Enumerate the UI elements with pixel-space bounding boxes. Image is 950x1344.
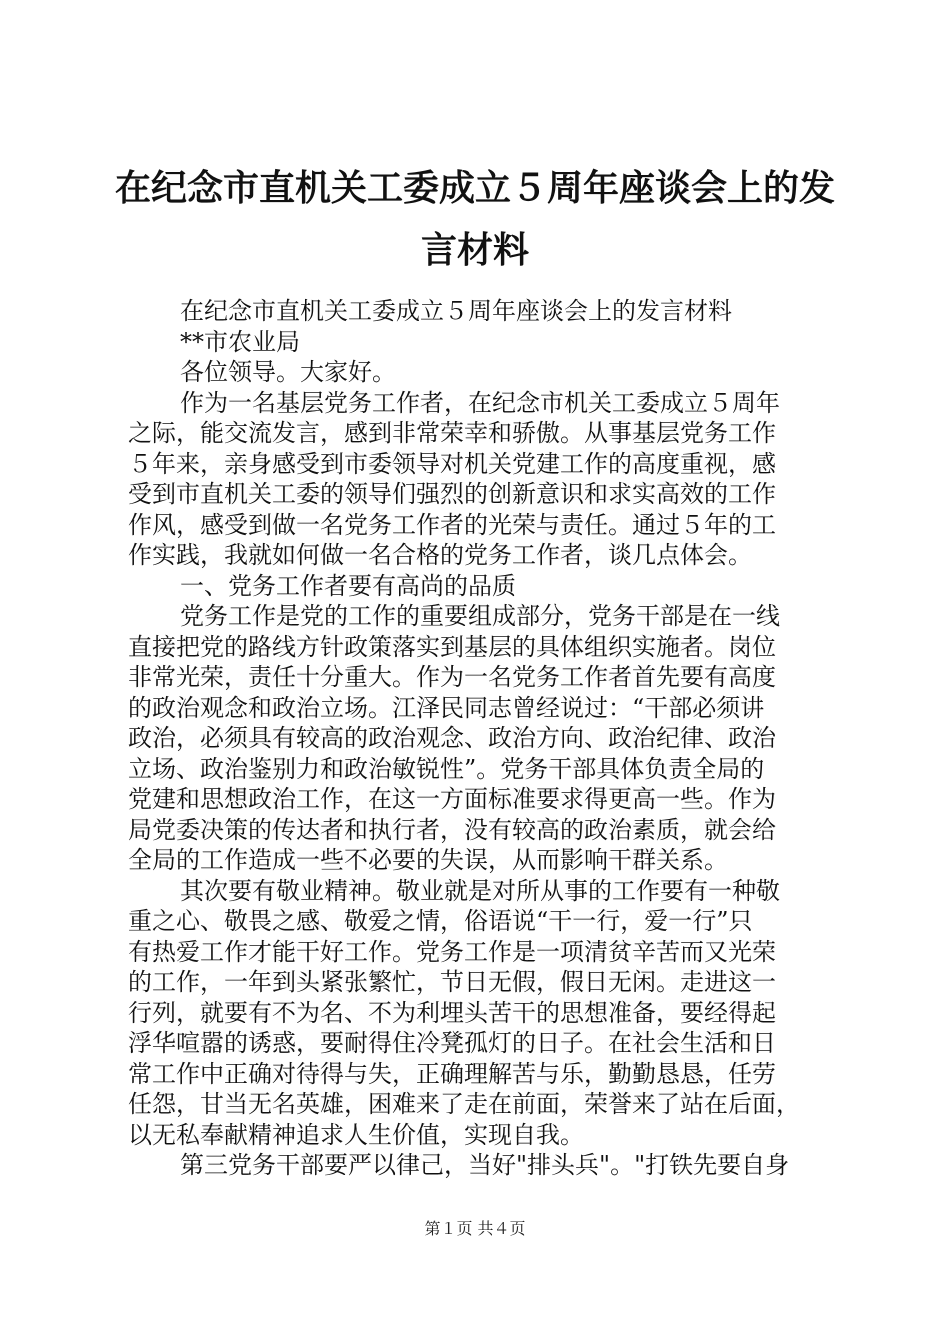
paragraph-line: 行列，就要有不为名、不为利埋头苦干的思想准备，要经得起 (128, 998, 776, 1027)
page-footer: 第１页 共４页 (424, 1219, 526, 1238)
paragraph-line: 以无私奉献精神追求人生价值，实现自我。 (128, 1120, 584, 1149)
document-body (128, 296, 848, 1181)
paragraph-line: 其次要有敬业精神。敬业就是对所从事的工作要有一种敬 (180, 876, 780, 905)
paragraph-line: 重之心、敬畏之感、敬爱之情，俗语说“干一行，爱一行”只 (128, 907, 753, 935)
document-title-line-1: 在纪念市直机关工委成立５周年座谈会上的发 (114, 168, 835, 209)
paragraph-line: 的工作，一年到头紧张繁忙，节日无假，假日无闲。走进这一 (128, 968, 776, 996)
paragraph-line: 党建和思想政治工作，在这一方面标准要求得更高一些。作为 (128, 785, 776, 813)
paragraph-line: 党务工作是党的工作的重要组成部分，党务干部是在一线 (180, 602, 780, 630)
paragraph-line: 之际，能交流发言，感到非常荣幸和骄傲。从事基层党务工作 (128, 419, 776, 447)
paragraph-line: ５年来，亲身感受到市委领导对机关党建工作的高度重视，感 (128, 449, 776, 478)
author-unit: **市农业局 (180, 327, 300, 356)
paragraph-line: 作风，感受到做一名党务工作者的光荣与责任。通过５年的工 (128, 510, 776, 539)
paragraph-line: 政治，必须具有较高的政治观念、政治方向、政治纪律、政治 (128, 724, 776, 752)
paragraph-line: 常工作中正确对待得与失，正确理解苦与乐，勤勤恳恳，任劳 (128, 1059, 776, 1088)
greeting: 各位领导。大家好。 (180, 358, 396, 386)
paragraph-line: 非常光荣，责任十分重大。作为一名党务工作者首先要有高度 (128, 663, 776, 691)
paragraph-line: 立场、政治鉴别力和政治敏锐性”。党务干部具体负责全局的 (128, 754, 765, 783)
paragraph-line: 任怨，甘当无名英雄，困难来了走在前面，荣誉来了站在后面， (128, 1090, 800, 1118)
paragraph-line: 的政治观念和政治立场。江泽民同志曾经说过：“干部必须讲 (128, 693, 765, 722)
paragraph-line: 全局的工作造成一些不必要的失误，从而影响干群关系。 (128, 846, 728, 874)
paragraph-line: 作为一名基层党务工作者，在纪念市机关工委成立５周年 (180, 388, 780, 417)
paragraph-line: 浮华喧嚣的诱惑，要耐得住冷凳孤灯的日子。在社会生活和日 (128, 1029, 776, 1057)
paragraph-line: 受到市直机关工委的领导们强烈的创新意识和求实高效的工作 (128, 480, 776, 508)
paragraph-line: 直接把党的路线方针政策落实到基层的具体组织实施者。岗位 (128, 632, 776, 661)
paragraph-line: 第三党务干部要严以律己，当好"排头兵"。"打铁先要自身 (180, 1151, 790, 1179)
paragraph-line: 作实践，我就如何做一名合格的党务工作者，谈几点体会。 (128, 541, 752, 569)
section-heading: 一、党务工作者要有高尚的品质 (180, 571, 516, 600)
paragraph-line: 有热爱工作才能干好工作。党务工作是一项清贫辛苦而又光荣 (128, 937, 776, 966)
subtitle: 在纪念市直机关工委成立５周年座谈会上的发言材料 (180, 297, 732, 325)
document-title-line-2: 言材料 (420, 230, 529, 271)
paragraph-line: 局党委决策的传达者和执行者，没有较高的政治素质，就会给 (128, 815, 776, 844)
